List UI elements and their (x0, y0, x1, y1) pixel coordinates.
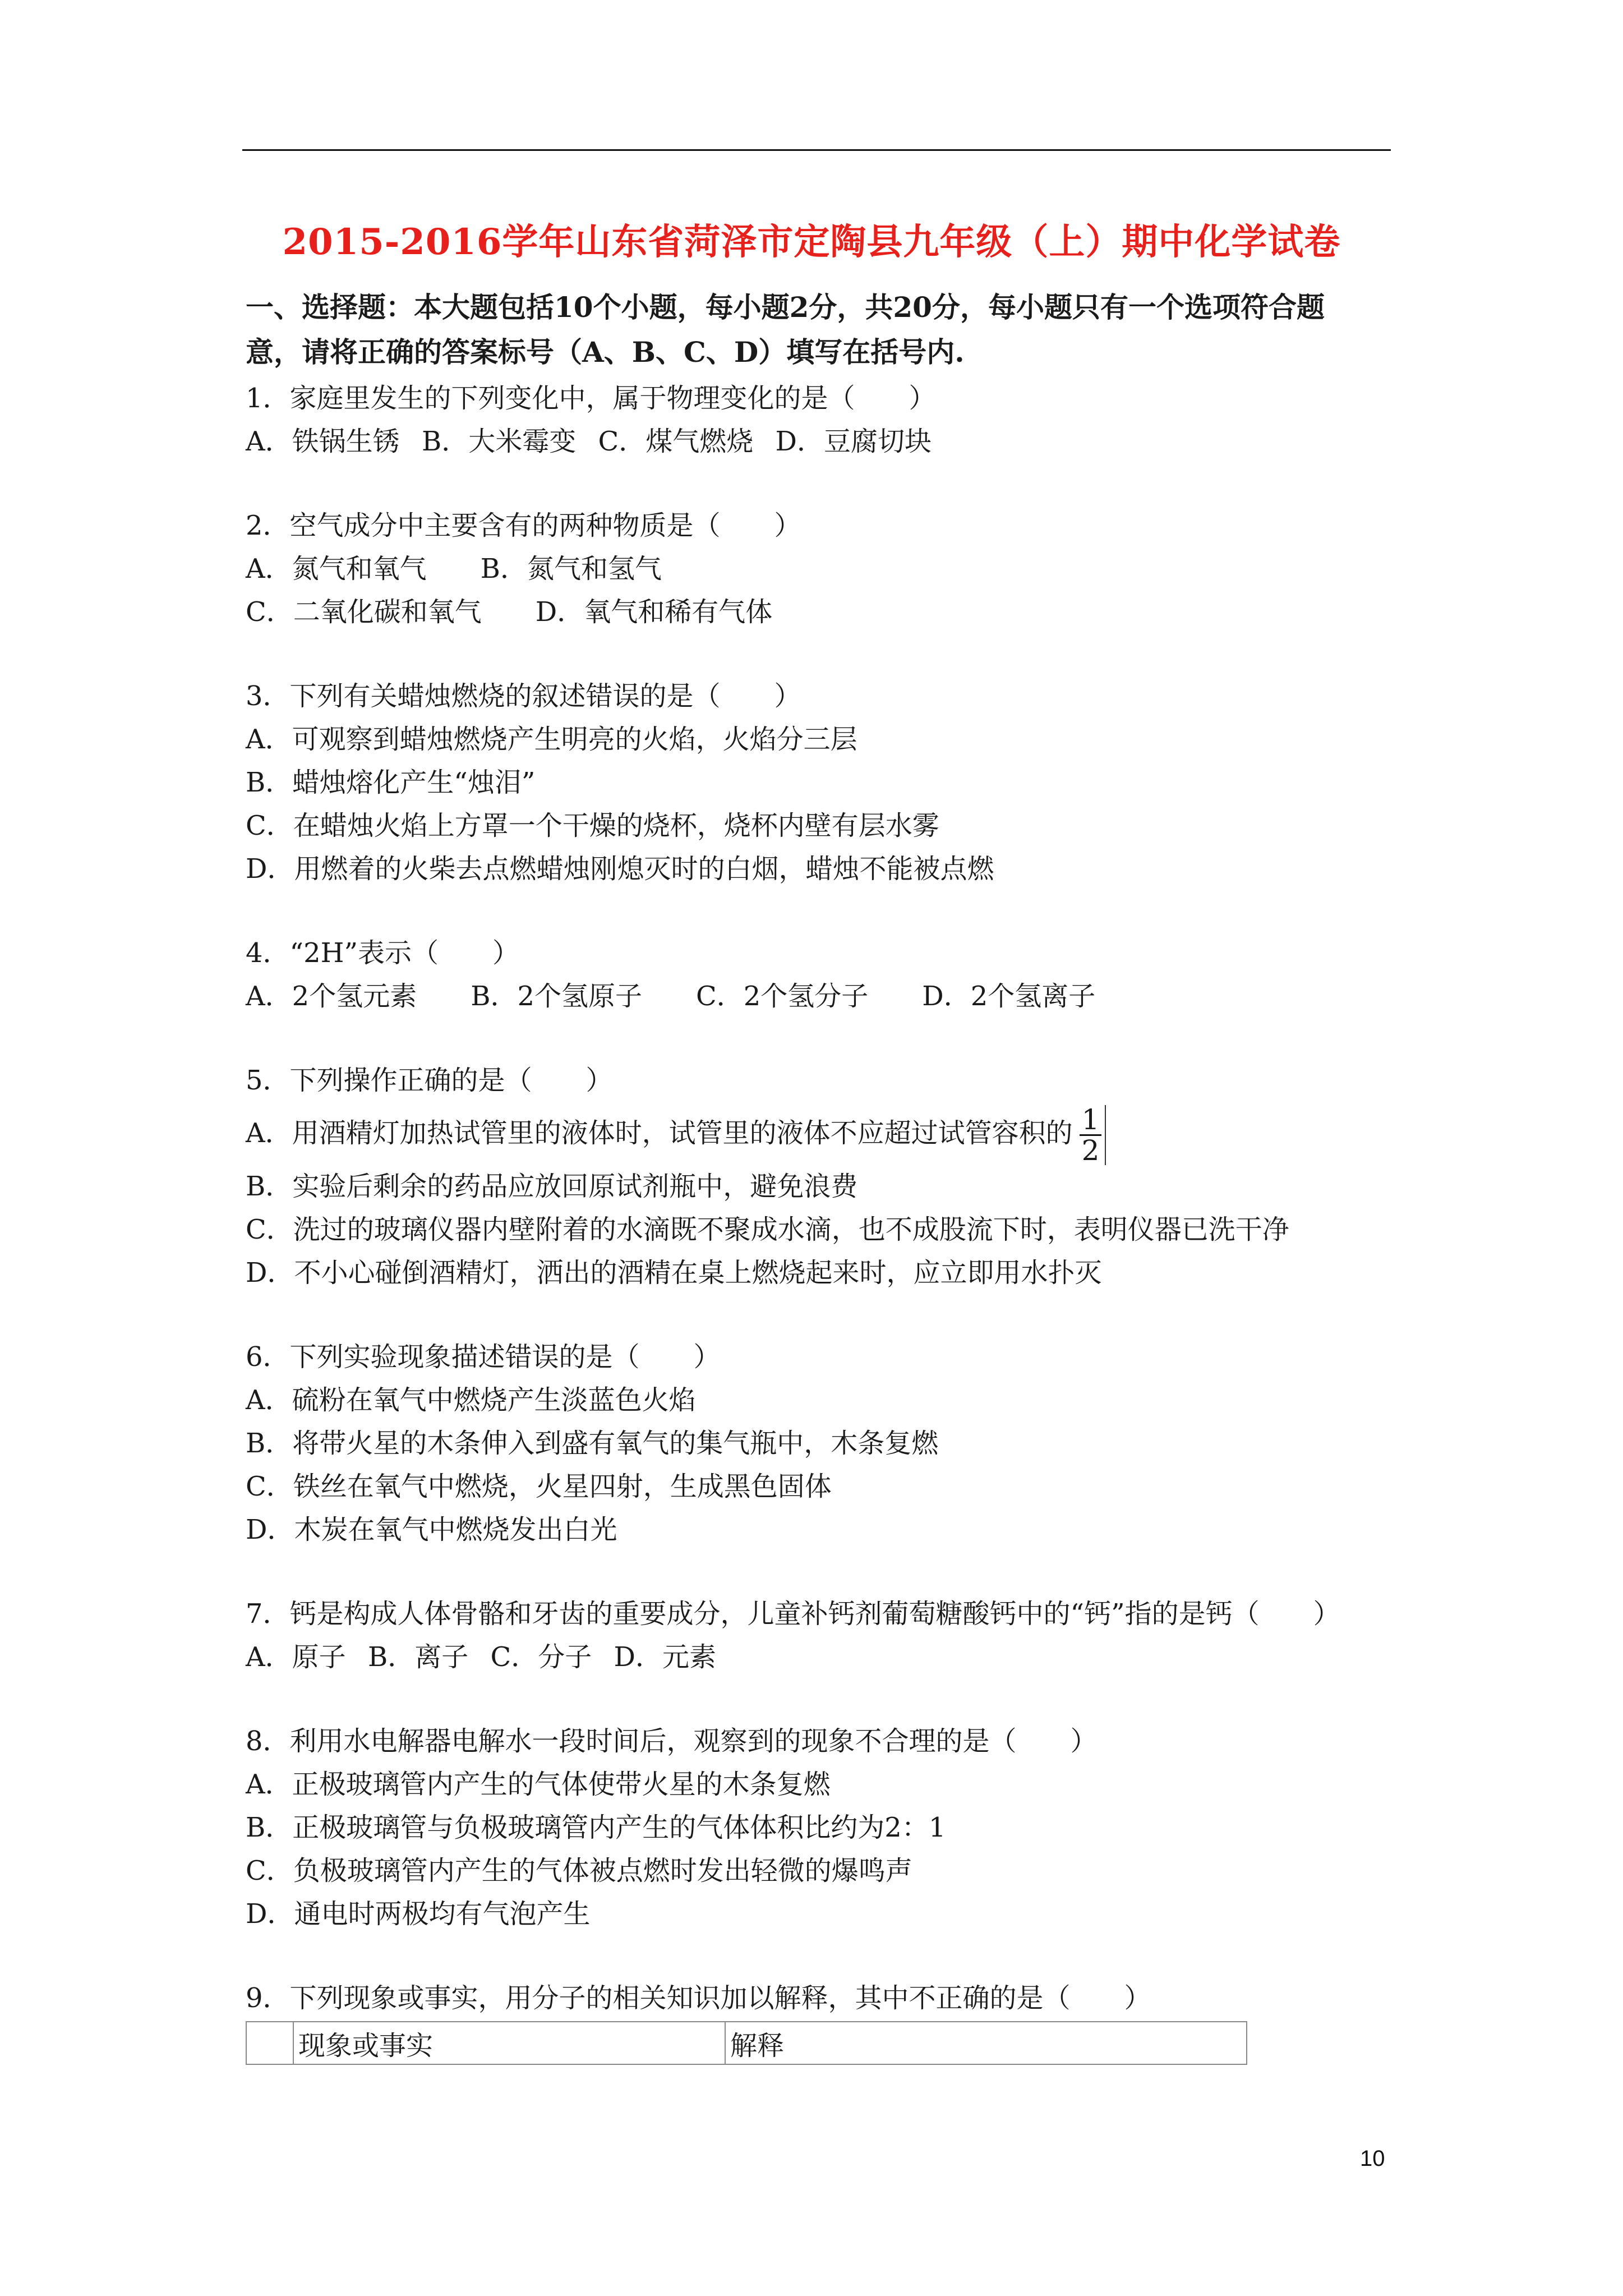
question-stem: 8．利用水电解器电解水一段时间后，观察到的现象不合理的是（ ） (246, 1726, 1098, 1757)
option-d: D．用燃着的火柴去点燃蜡烛刚熄灭时的白烟，蜡烛不能被点燃 (246, 853, 994, 885)
question-stem: 5．下列操作正确的是（ ） (246, 1065, 613, 1096)
table-header-cell (246, 2022, 293, 2064)
page-number: 10 (1360, 2146, 1385, 2171)
table-header-row (246, 2022, 1247, 2064)
question-options (246, 420, 1394, 463)
option-row: A．氮气和氧气 B．氮气和氢气 (246, 553, 662, 585)
option-d: D．豆腐切块 (775, 426, 932, 457)
question-8 (246, 1720, 1394, 1936)
question-3 (246, 675, 1394, 891)
question-stem: 2．空气成分中主要含有的两种物质是（ ） (246, 510, 801, 541)
option-a (246, 1102, 1394, 1165)
exam-content (246, 285, 1394, 2065)
question-2 (246, 504, 1394, 634)
option-b: B．正极玻璃管与负极玻璃管内产生的气体体积比约为2：1 (246, 1812, 946, 1843)
option-b: B．离子 (367, 1641, 469, 1673)
question-stem: 9．下列现象或事实，用分子的相关知识加以解释，其中不正确的是（ ） (246, 1982, 1151, 2014)
option-a: A．原子 (246, 1641, 346, 1673)
question-5 (246, 1059, 1394, 1295)
table-header-cell: 现象或事实 (293, 2022, 725, 2064)
question-options (246, 1636, 1394, 1679)
option-d: D．通电时两极均有气泡产生 (246, 1898, 591, 1930)
section-heading-line-1: 一、选择题：本大题包括10个小题，每小题2分，共20分，每小题只有一个选项符合题 (246, 291, 1325, 324)
question-stem: 4．“2H”表示（ ） (246, 937, 520, 969)
question-9 (246, 1977, 1394, 2065)
question-6 (246, 1336, 1394, 1552)
question-7 (246, 1593, 1394, 1679)
section-heading-line-2: 意，请将正确的答案标号（A、B、C、D）填写在括号内. (246, 335, 965, 369)
header-rule (242, 149, 1391, 151)
table-header-cell: 解释 (725, 2022, 1247, 2064)
option-b: B．大米霉变 (421, 426, 577, 457)
exam-title: 2015-2016学年山东省菏泽市定陶县九年级（上）期中化学试卷 (282, 221, 1341, 263)
option-d: D．元素 (614, 1641, 716, 1673)
option-c: C．铁丝在氧气中燃烧，火星四射，生成黑色固体 (246, 1471, 832, 1502)
question-stem: 1．家庭里发生的下列变化中，属于物理变化的是（ ） (246, 383, 936, 414)
option-d: D．不小心碰倒酒精灯，洒出的酒精在桌上燃烧起来时，应立即用水扑灭 (246, 1257, 1102, 1289)
option-a: A．铁锅生锈 (246, 426, 400, 457)
question-stem: 6．下列实验现象描述错误的是（ ） (246, 1341, 721, 1373)
option-b: B．实验后剩余的药品应放回原试剂瓶中，避免浪费 (246, 1171, 858, 1202)
option-c: C．负极玻璃管内产生的气体被点燃时发出轻微的爆鸣声 (246, 1855, 912, 1887)
question-4 (246, 932, 1394, 1018)
option-d: D．木炭在氧气中燃烧发出白光 (246, 1514, 617, 1545)
option-c: C．分子 (490, 1641, 592, 1673)
option-b: B．将带火星的木条伸入到盛有氧气的集气瓶中，木条复燃 (246, 1428, 939, 1459)
question-1 (246, 377, 1394, 463)
fraction (1076, 1105, 1106, 1165)
option-b: B．蜡烛熔化产生“烛泪” (246, 767, 536, 798)
question-stem: 7．钙是构成人体骨骼和牙齿的重要成分，儿童补钙剂葡萄糖酸钙中的“钙”指的是钙（ ） (246, 1598, 1340, 1630)
option-a: A．硫粉在氧气中燃烧产生淡蓝色火焰 (246, 1384, 696, 1416)
fraction-numerator: 1 (1080, 1105, 1102, 1136)
option-row: C．二氧化碳和氧气 D．氧气和稀有气体 (246, 596, 773, 628)
fraction-denominator: 2 (1081, 1134, 1100, 1167)
option-c: C．煤气燃烧 (598, 426, 754, 457)
question-table (246, 2021, 1247, 2065)
option-a: A．可观察到蜡烛燃烧产生明亮的火焰，火焰分三层 (246, 724, 857, 755)
option-row: A．2个氢元素 B．2个氢原子 C．2个氢分子 D．2个氢离子 (246, 981, 1096, 1012)
option-c: C．洗过的玻璃仪器内壁附着的水滴既不聚成水滴，也不成股流下时，表明仪器已洗干净 (246, 1214, 1289, 1245)
option-a-text: A．用酒精灯加热试管里的液体时，试管里的液体不应超过试管容积的 (246, 1117, 1073, 1149)
question-stem: 3．下列有关蜡烛燃烧的叙述错误的是（ ） (246, 680, 801, 712)
option-a: A．正极玻璃管内产生的气体使带火星的木条复燃 (246, 1769, 831, 1800)
section-heading (246, 285, 1394, 375)
option-c: C．在蜡烛火焰上方罩一个干燥的烧杯，烧杯内壁有层水雾 (246, 810, 939, 841)
